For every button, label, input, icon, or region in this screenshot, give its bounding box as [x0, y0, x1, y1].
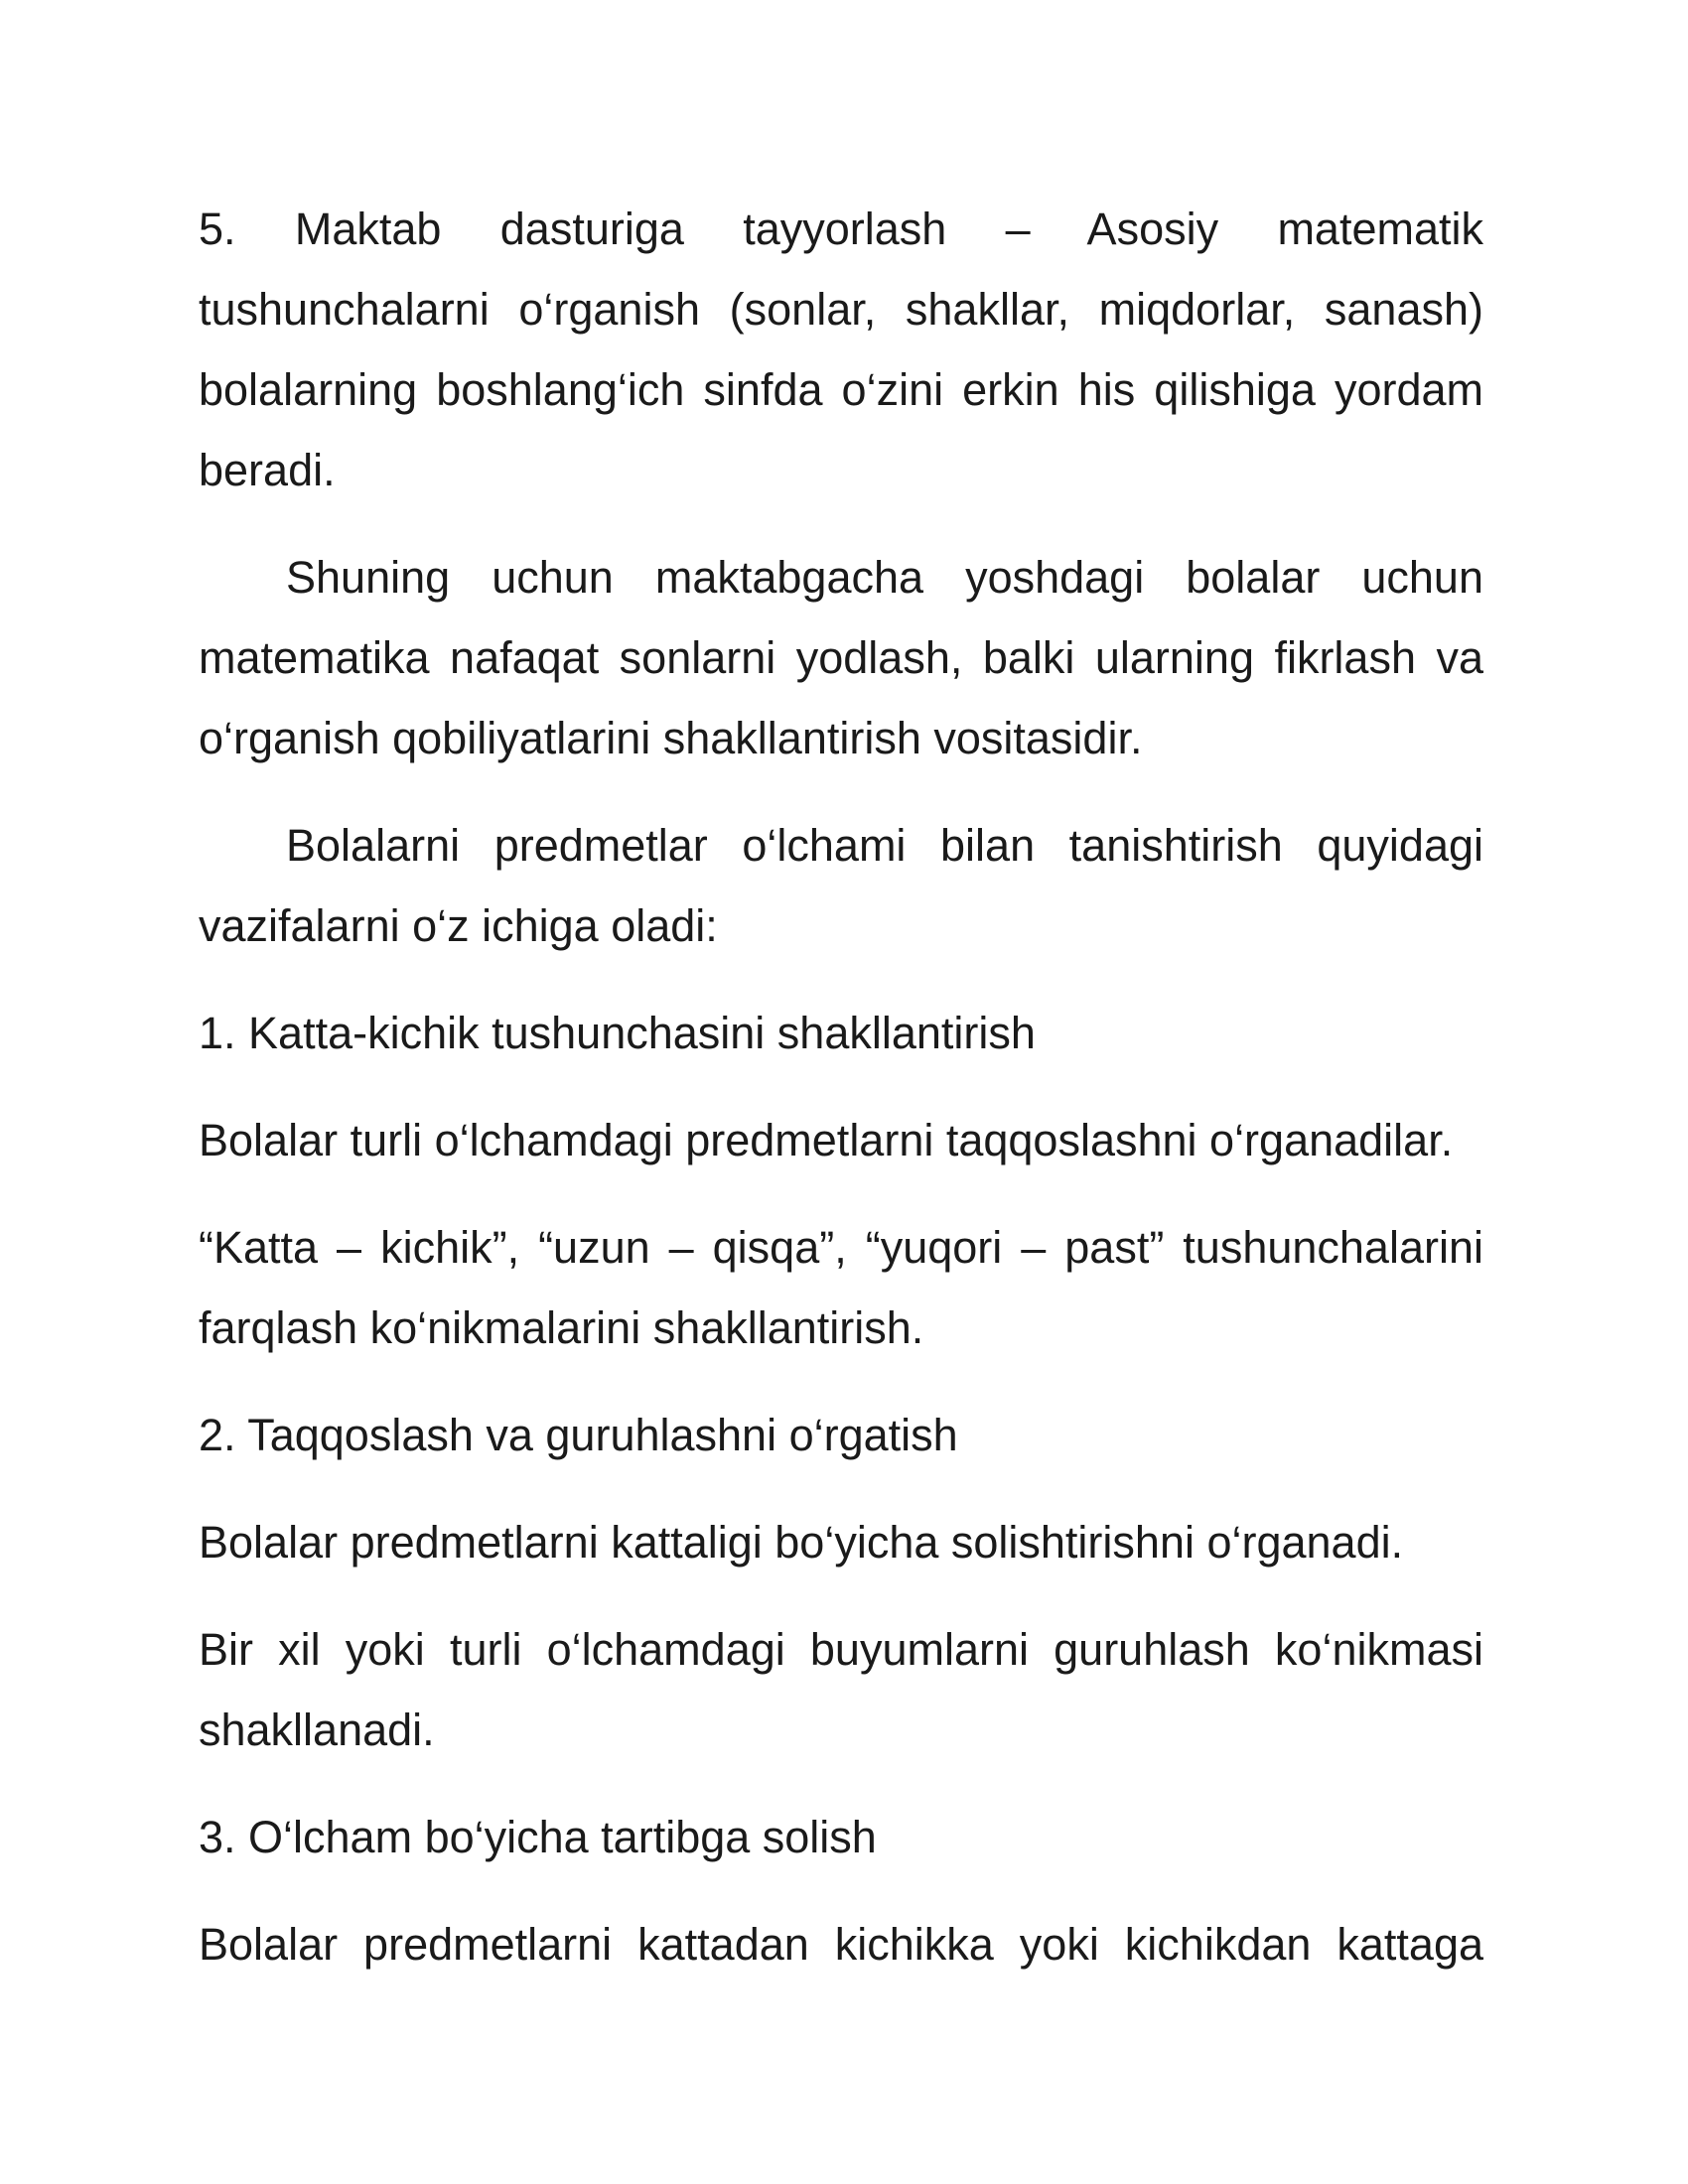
heading-item-1: 1. Katta-kichik tushunchasini shakllantirish	[199, 1008, 1036, 1058]
heading-item-3: 3. O‘lcham bo‘yicha tartibga solish	[199, 1812, 877, 1862]
paragraph-item-3-ordering: Bolalar predmetlarni kattadan kichikka yoki kichikdan kattaga	[199, 1919, 1483, 1970]
paragraph-item-2-compare: Bolalar predmetlarni kattaligi bo‘yicha solishtirishni o‘rganadi.	[199, 1517, 1404, 1568]
paragraph-item-2-grouping: Bir xil yoki turli o‘lchamdagi buyumlarni guruhlash ko‘nikmasi shakllanadi.	[199, 1624, 1483, 1755]
heading-item-2: 2. Taqqoslash va guruhlashni o‘rgatish	[199, 1410, 958, 1460]
document-page	[199, 189, 1483, 1984]
paragraph-item-1-compare: Bolalar turli o‘lchamdagi predmetlarni taqqoslashni o‘rganadilar.	[199, 1115, 1454, 1165]
paragraph-school-preparation: 5. Maktab dasturiga tayyorlash – Asosiy matematik tushunchalarni o‘rganish (sonlar, shakllar, miqdorlar, sanash) bolalarning boshlang‘ich sinfda o‘zini erkin his qilishiga yordam beradi.	[199, 204, 1483, 495]
paragraph-math-purpose: Shuning uchun maktabgacha yoshdagi bolalar uchun matematika nafaqat sonlarni yodlash, balki ularning fikrlash va o‘rganish qobiliyatlarini shakllantirish vositasidir.	[199, 552, 1483, 763]
paragraph-item-1-concepts: “Katta – kichik”, “uzun – qisqa”, “yuqori – past” tushunchalarini farqlash ko‘nikmalarini shakllantirish.	[199, 1222, 1483, 1353]
paragraph-size-tasks-intro: Bolalarni predmetlar o‘lchami bilan tanishtirish quyidagi vazifalarni o‘z ichiga oladi:	[199, 820, 1483, 951]
